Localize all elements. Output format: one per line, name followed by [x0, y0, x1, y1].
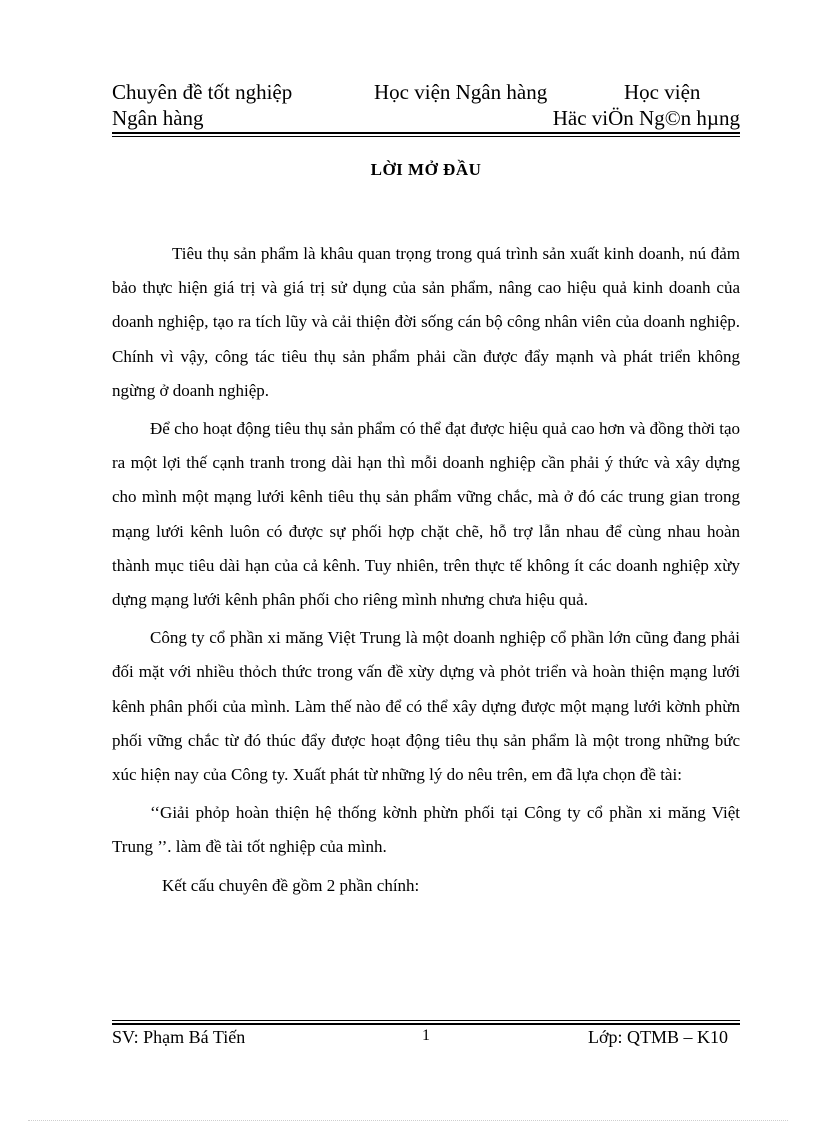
paragraph: ‘‘Giải phỏp hoàn thiện hệ thống kờnh phừn phối tại Công ty cổ phần xi măng Việt Trung ’’. làm đề tài tốt nghiệp của mình. — [112, 803, 740, 857]
footer-rule — [112, 1023, 740, 1025]
page-title: LỜI MỞ ĐẦU — [370, 160, 482, 179]
paragraph: Tiêu thụ sản phẩm là khâu quan trọng trong quá trình sản xuất kinh doanh, nú đảm bảo thực hiện giá trị và giá trị sử dụng của sản phẩm, nâng cao hiệu quả kinh doanh của doanh nghiệp, tạo ra tích lũy và cải thiện đời sống cán bộ công nhân viên của doanh nghiệp. Chính vì vậy, công tác tiêu thụ sản phẩm phải cần được đẩy mạnh và phát triển không ngừng ở doanh nghiệp. — [112, 244, 740, 400]
header-line2-left: Ngân hàng — [112, 106, 204, 130]
header-center: Học viện Ngân hàng — [374, 80, 548, 104]
running-header-line2 — [112, 106, 740, 131]
header-line2-right: Häc viÖn Ng©n hµng — [552, 106, 740, 130]
footer-class: Lớp: QTMB – K10 — [587, 1027, 728, 1047]
footer-rule-thin — [112, 1020, 740, 1021]
footer-student: SV: Phạm Bá Tiến — [112, 1027, 246, 1047]
header-rule — [112, 132, 740, 134]
paragraph: Công ty cổ phần xi măng Việt Trung là một doanh nghiệp cổ phần lớn cũng đang phải đối mặt với nhiều thỏch thức trong vấn đề xừy dựng và phỏt triển và hoàn thiện mạng lưới kênh phân phối của mình. Làm thế nào để có thể xây dựng được một mạng lưới kờnh phừn phối vững chắc từ đó thúc đẩy được hoạt động tiêu thụ sản phẩm là một trong những bức xúc hiện nay của Công ty. Xuất phát từ những lý do nêu trên, em đã lựa chọn đề tài: — [112, 628, 740, 785]
paragraph: Để cho hoạt động tiêu thụ sản phẩm có thể đạt được hiệu quả cao hơn và đồng thời tạo ra một lợi thế cạnh tranh trong dài hạn thì mỗi doanh nghiệp cần phải ý thức và xây dựng cho mình một mạng lưới kênh tiêu thụ sản phẩm vững chắc, mà ở đó các trung gian trong mạng lưới kênh luôn có được sự phối hợp chặt chẽ, hỗ trợ lẫn nhau để cùng nhau hoàn thành mục tiêu dài hạn của cả kênh. Tuy nhiên, trên thực tế không ít các doanh nghiệp xừy dựng mạng lưới kênh phân phối cho riêng mình nhưng chưa hiệu quả. — [112, 419, 740, 610]
paragraph: Kết cấu chuyên đề gồm 2 phần chính: — [162, 875, 420, 895]
page-number: 1 — [422, 1027, 430, 1044]
page-edge-divider — [28, 1120, 788, 1121]
body-text — [112, 237, 740, 907]
header-left: Chuyên đề tốt nghiệp — [112, 80, 293, 104]
header-rule-thin — [112, 136, 740, 137]
header-right: Học viện — [624, 80, 701, 104]
